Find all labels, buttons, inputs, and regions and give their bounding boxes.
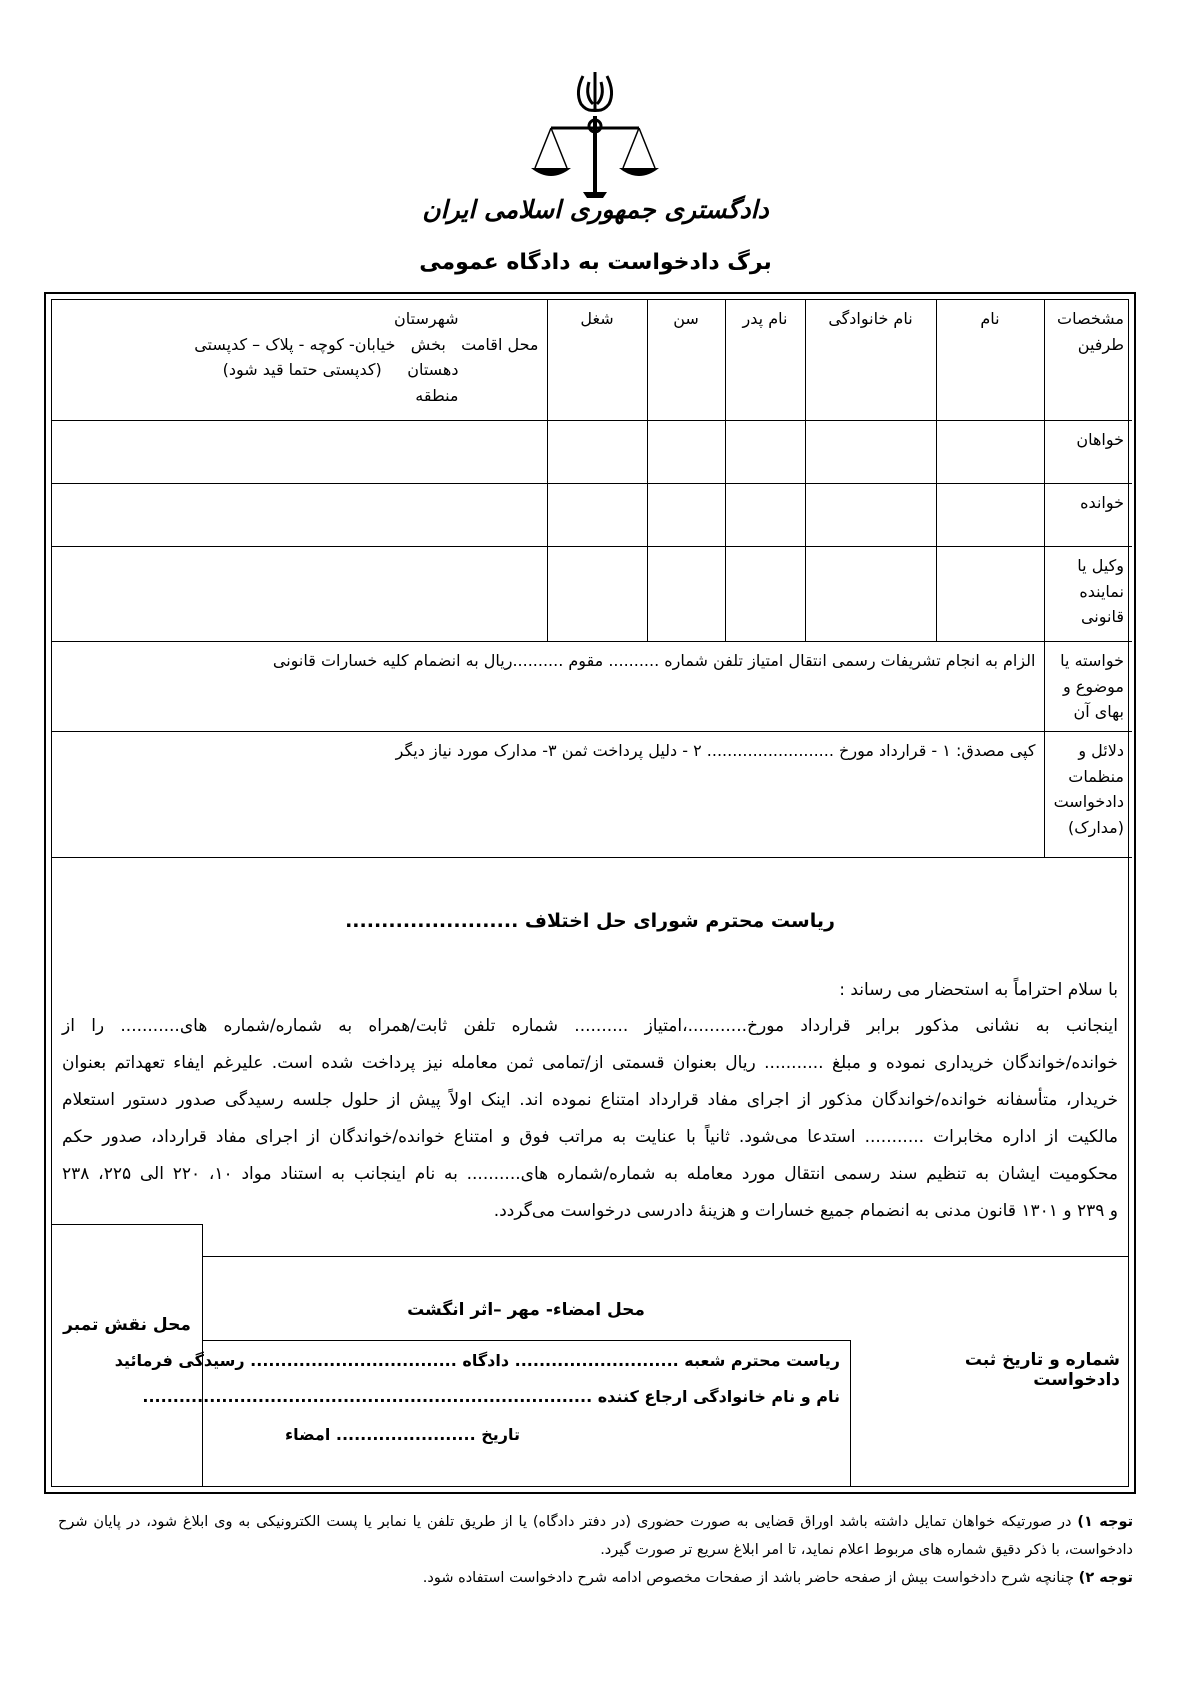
registration-label: شماره و تاریخ ثبت دادخواست [964, 1350, 1120, 1390]
addr-village: دهستان [407, 360, 459, 380]
referral-line-referrer: نام و نام خانوادگی ارجاع کننده .......................................................................... [142, 1387, 840, 1406]
plaintiff-address-cell[interactable] [52, 421, 547, 484]
addr-region: منطقه [415, 385, 459, 405]
plaintiff-family-cell[interactable] [805, 421, 936, 484]
defendant-name-cell[interactable] [936, 484, 1044, 547]
defendant-address-cell[interactable] [52, 484, 547, 547]
petition-body[interactable] [62, 1008, 1118, 1230]
addr-part: بخش [410, 334, 446, 354]
col-name: نام [936, 300, 1044, 421]
table-header-row [52, 300, 1132, 421]
row-defendant-label: خوانده [1044, 484, 1132, 547]
petition-line: اینجانب به نشانی مذکور برابر قرارداد مورخ...........،امتیاز .......... شماره تلفن ثابت/همراه به شماره/شماره های........... را از [62, 1016, 1118, 1036]
petition-line: خوانده/خواندگان خریداری نموده و مبلغ ........... ریال بعنوان قسمتی از/تمامی ثمن معامله نیز پرداخت شده است. علیرغم ایفاء تعهداتم بعنوان [62, 1053, 1118, 1073]
row-plaintiff-label: خواهان [1044, 421, 1132, 484]
claim-row [52, 642, 1132, 732]
col-father-name: نام پدر [725, 300, 805, 421]
addr-postal-note: (کدپستی حتما قید شود) [222, 360, 382, 380]
col-parties: مشخصات طرفین [1044, 300, 1132, 421]
plaintiff-job-cell[interactable] [547, 421, 647, 484]
lawyer-job-cell[interactable] [547, 547, 647, 642]
evidence-row [52, 732, 1132, 858]
col-job: شغل [547, 300, 647, 421]
form-inner [51, 299, 1129, 1487]
form-title: برگ دادخواست به دادگاه عمومی [419, 250, 772, 275]
col-family-name: نام خانوادگی [805, 300, 936, 421]
petition-line: مالکیت از اداره مخابرات ........... استدعا می‌شود. ثانیاً با عنایت به مراتب فوق و امتناع خوانده/خواندگان از اجرای مفاد قرارداد، صدور حکم [62, 1127, 1118, 1147]
parties-table [52, 300, 1132, 858]
note-1-text: در صورتیکه خواهان تمایل داشته باشد اوراق قضایی به صورت حضوری (در دفتر دادگاه) یا از طریق تلفن یا نمابر یا پست الکترونیکی به وی ابلاغ شود، در پایان شرح دادخواست، با ذکر دقیق شماره های مربوط اعلام نماید، تا امر ابلاغ سریع تر صورت گیرد. [58, 1514, 1133, 1558]
referral-box[interactable] [114, 1340, 851, 1486]
judiciary-title: دادگستری جمهوری اسلامی ایران [422, 195, 769, 224]
claim-label: خواسته یا موضوع و بهای آن [1044, 642, 1132, 732]
addr-residence: محل اقامت [461, 334, 539, 354]
stamp-label: محل نقش تمبر [63, 1315, 191, 1335]
petition-line: محکومیت ایشان به تنظیم سند رسمی انتقال مورد معامله به شماره/شماره های.......... به نام اینجانب به استناد مواد ۱۰، ۲۲۰ الی ۲۲۵، ۲۳۸ [62, 1164, 1119, 1184]
defendant-father-cell[interactable] [725, 484, 805, 547]
col-residence [52, 300, 547, 421]
note-1-label: توجه ۱) [1077, 1514, 1134, 1530]
table-row [52, 484, 1132, 547]
defendant-family-cell[interactable] [805, 484, 936, 547]
lawyer-father-cell[interactable] [725, 547, 805, 642]
lawyer-address-cell[interactable] [52, 547, 547, 642]
note-2-label: توجه ۲) [1078, 1570, 1133, 1586]
petition-line: خریدار، متأسفانه خوانده/خواندگان مذکور از اجرای مفاد قرارداد امتناع نموده اند. اینک اولاً پیش از حلول جلسه رسیدگی صدور دستور استعلام [62, 1090, 1118, 1110]
note-1 [58, 1508, 1133, 1564]
plaintiff-name-cell[interactable] [936, 421, 1044, 484]
salutation: با سلام احتراماً به استحضار می رساند : [839, 980, 1118, 1000]
table-row [52, 547, 1132, 642]
lawyer-family-cell[interactable] [805, 547, 936, 642]
form-frame [44, 292, 1136, 1494]
evidence-label: دلائل و منظمات دادخواست (مدارک) [1044, 732, 1132, 858]
petition-line: و ۲۳۹ و ۱۳۰۱ قانون مدنی به انضمام جمیع خسارات و هزینۀ دادرسی درخواست می‌گردد. [493, 1201, 1118, 1221]
lawyer-name-cell[interactable] [936, 547, 1044, 642]
table-row [52, 421, 1132, 484]
referral-line-branch: ریاست محترم شعبه ........................... دادگاه .................................. رسیدگی فرمائید [114, 1351, 840, 1370]
evidence-text[interactable]: کپی مصدق: ۱ - قرارداد مورخ ......................... ۲ - دلیل پرداخت ثمن ۳- مدارک مورد نیاز دیگر [52, 732, 1044, 858]
signature-label: محل امضاء- مهر –اثر انگشت [407, 1300, 645, 1320]
claim-text[interactable]: الزام به انجام تشریفات رسمی انتقال امتیاز تلفن شماره .......... مقوم ..........ریال به انضمام کلیه خسارات قانونی [52, 642, 1044, 732]
referral-line-date: تاریخ ....................... امضاء [284, 1425, 520, 1444]
addr-street: خیابان- کوچه - پلاک – کدپستی [194, 334, 396, 354]
plaintiff-age-cell[interactable] [647, 421, 725, 484]
plaintiff-father-cell[interactable] [725, 421, 805, 484]
defendant-age-cell[interactable] [647, 484, 725, 547]
note-2 [58, 1564, 1133, 1592]
col-age: سن [647, 300, 725, 421]
lawyer-age-cell[interactable] [647, 547, 725, 642]
defendant-job-cell[interactable] [547, 484, 647, 547]
judiciary-emblem-icon [515, 70, 675, 210]
addr-city: شهرستان [394, 309, 459, 328]
council-title: ریاست محترم شورای حل اختلاف ........................ [345, 910, 835, 932]
note-2-text: چنانچه شرح دادخواست بیش از صفحه حاضر باشد از صفحات مخصوص ادامه شرح دادخواست استفاده شود. [422, 1570, 1075, 1586]
notes [58, 1508, 1133, 1592]
row-lawyer-label: وکیل یا نماینده قانونی [1044, 547, 1132, 642]
